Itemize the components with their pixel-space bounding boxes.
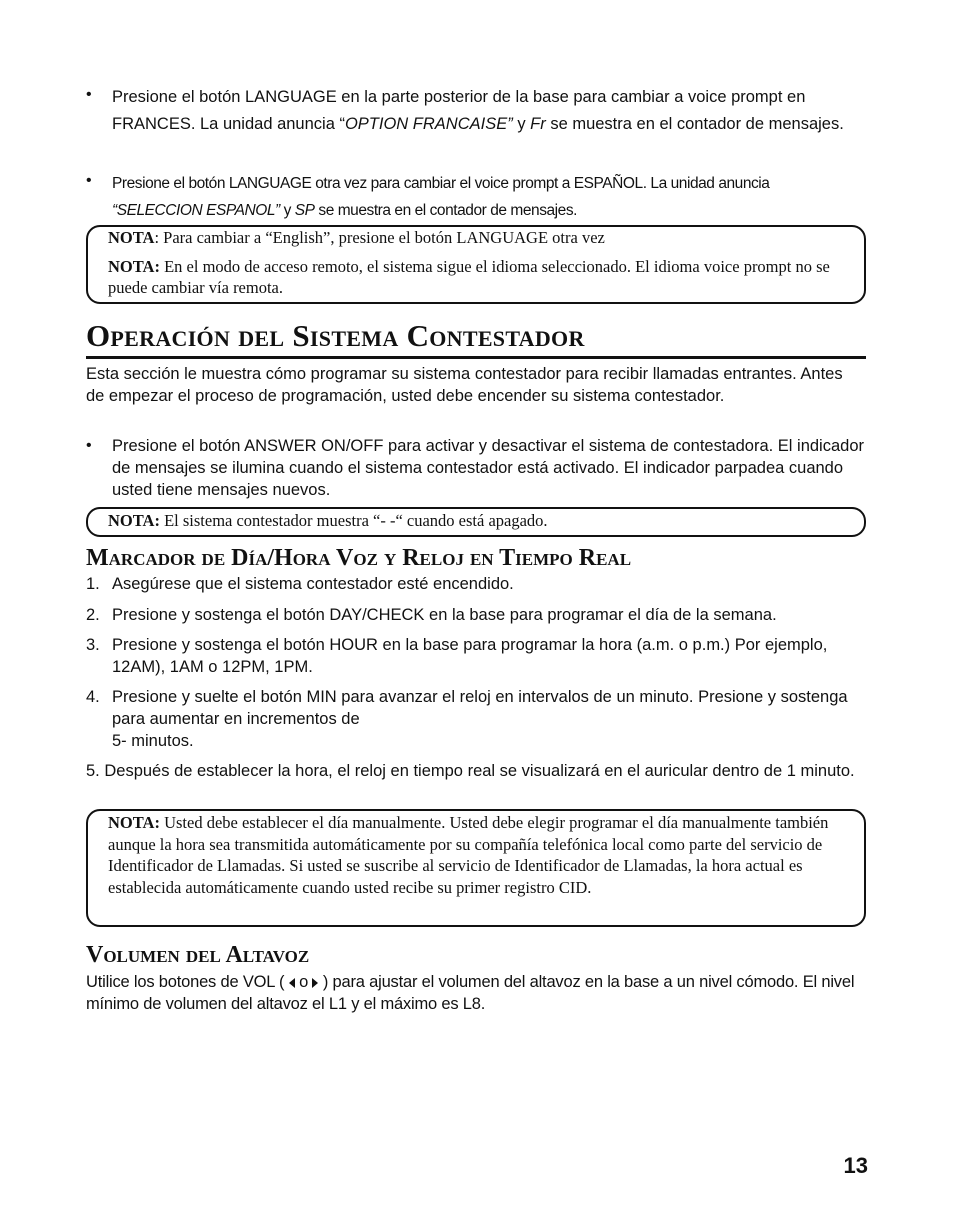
- step-number: 1.: [86, 575, 100, 593]
- step-1: Asegúrese que el sistema contestador esté encendido.: [112, 575, 514, 593]
- answering-bullet: Presione el botón ANSWER ON/OFF para activar y desactivar el sistema de contestadora. El indicador de mensajes se ilumina cuando el sistema contestador está activado. El indicador parpadea cuando usted tiene mensajes nuevos.: [112, 437, 864, 499]
- page-number: 13: [843, 1153, 868, 1178]
- bullet-marker: •: [86, 437, 92, 454]
- section-title-volume: Volumen del Altavoz: [86, 942, 310, 968]
- section-title-clock: Marcador de Día/Hora Voz y Reloj en Tiempo Real: [86, 545, 632, 571]
- language-spanish-paragraph: Presione el botón LANGUAGE otra vez para cambiar el voice prompt a ESPAÑOL. La unidad anuncia “SELECCION ESPANOL” y SP se muestra en el contador de mensajes.: [112, 175, 770, 219]
- answering-note-box: NOTA: El sistema contestador muestra “- -“ cuando está apagado.: [86, 507, 866, 537]
- bullet-marker: •: [86, 172, 92, 189]
- section-title-answering: Operación del Sistema Contestador: [86, 318, 866, 359]
- answering-intro: Esta sección le muestra cómo programar su sistema contestador para recibir llamadas entrantes. Antes de empezar el proceso de programación, usted debe encender su sistema contestador.: [86, 365, 843, 405]
- step-number: 2.: [86, 606, 100, 624]
- step-4: Presione y suelte el botón MIN para avanzar el reloj en intervalos de un minuto. Presione y sostenga para aumentar en incrementos de 5- minutos.: [112, 688, 848, 750]
- volume-right-arrow-icon: [312, 978, 318, 988]
- step-3: Presione y sostenga el botón HOUR en la base para programar la hora (a.m. o p.m.) Por ejemplo, 12AM), 1AM o 12PM, 1PM.: [112, 636, 828, 676]
- clock-note-box: NOTA: Usted debe establecer el día manualmente. Usted debe elegir programar el día manualmente también aunque la hora sea transmitida automáticamente por su compañía telefónica local como parte del servicio de Identificador de Llamadas. Si usted se suscribe al servicio de Identificador de Llamadas, la hora actual es establecida automáticamente cuando usted recibe su primer registro CID.: [86, 809, 866, 927]
- language-note-box: [86, 225, 866, 304]
- step-5: 5. Después de establecer la hora, el reloj en tiempo real se visualizará en el auricular dentro de 1 minuto.: [86, 762, 855, 780]
- step-number: 3.: [86, 636, 100, 654]
- step-number: 4.: [86, 688, 100, 706]
- language-note-2: NOTA: En el modo de acceso remoto, el sistema sigue el idioma seleccionado. El idioma voice prompt no se puede cambiar vía remota.: [108, 256, 830, 297]
- bullet-marker: •: [86, 86, 92, 103]
- step-2: Presione y sostenga el botón DAY/CHECK en la base para programar el día de la semana.: [112, 606, 777, 624]
- language-french-paragraph: Presione el botón LANGUAGE en la parte posterior de la base para cambiar a voice prompt en FRANCES. La unidad anuncia “OPTION FRANCAISE” y Fr se muestra en el contador de mensajes.: [112, 88, 844, 133]
- language-note-1: NOTA: Para cambiar a “English”, presione el botón LANGUAGE otra vez: [108, 228, 605, 247]
- volume-paragraph: Utilice los botones de VOL ( o ) para ajustar el volumen del altavoz en la base a un nivel cómodo. El nivel mínimo de volumen del altavoz el L1 y el máximo es L8.: [86, 973, 855, 1013]
